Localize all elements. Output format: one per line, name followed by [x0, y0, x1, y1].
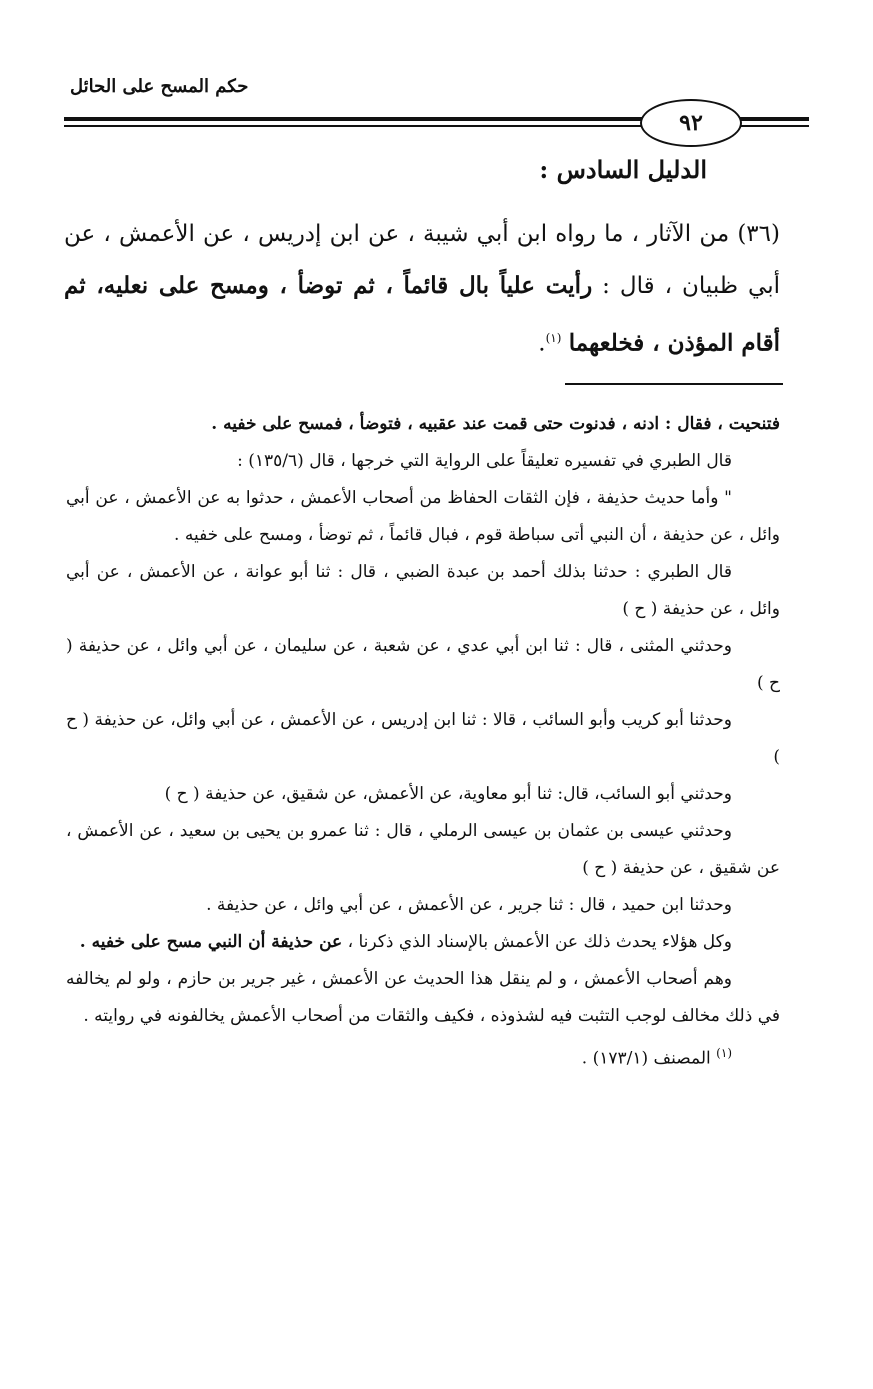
main-end: . — [538, 330, 546, 357]
note-chain-6: وحدثنا ابن حميد ، قال : ثنا جرير ، عن الأعمش ، عن أبي وائل ، عن حذيفة . — [206, 895, 732, 915]
note-chain-1: قال الطبري : حدثنا بذلك أحمد بن عبدة الضبي ، قال : ثنا أبو عوانة ، عن الأعمش ، عن أبي وائل ، عن حذيفة ( ح ) — [66, 562, 780, 619]
section-heading: الدليل السادس : — [539, 155, 707, 184]
page-number: ٩٢ — [640, 99, 742, 147]
footnote-1 — [66, 1035, 780, 1078]
footnote-reference: (١) — [545, 331, 562, 345]
main-quote: رأيت علياً بال قائماً ، ثم توضأ ، ومسح على نعليه، ثم أقام المؤذن ، فخلعهما — [64, 272, 780, 357]
note-continuation: فتنحيت ، فقال : ادنه ، فدنوت حتى قمت عند عقبيه ، فتوضأ ، فمسح على خفيه . — [211, 414, 780, 434]
note-chain-5: وحدثني عيسى بن عثمان بن عيسى الرملي ، قال : ثنا عمرو بن يحيى بن سعيد ، عن الأعمش ، عن شقيق ، عن حذيفة ( ح ) — [66, 821, 780, 878]
note-summary-text: وكل هؤلاء يحدث ذلك عن الأعمش بالإسناد الذي ذكرنا ، — [342, 932, 732, 952]
note-tabari-intro: قال الطبري في تفسيره تعليقاً على الرواية التي خرجها ، قال (١٣٥/٦) : — [237, 451, 732, 471]
notes-block — [66, 406, 780, 1078]
note-chain-4: وحدثني أبو السائب، قال: ثنا أبو معاوية، عن الأعمش، عن شقيق، عن حذيفة ( ح ) — [164, 784, 732, 804]
note-summary — [66, 924, 780, 961]
note-chain-2: وحدثني المثنى ، قال : ثنا ابن أبي عدي ، عن شعبة ، عن سليمان ، عن أبي وائل ، عن حذيفة ( ح ) — [66, 636, 780, 693]
footnote-mark: (١) — [716, 1046, 732, 1060]
running-header-title: حكم المسح على الحائل — [70, 76, 249, 97]
note-conclusion: وهم أصحاب الأعمش ، و لم ينقل هذا الحديث عن الأعمش ، غير جرير بن حازم ، ولو لم يخالفه في ذلك مخالف لوجب التثبت فيه لشذوذه ، فكيف والثقات من أصحاب الأعمش يخالفونه في روايته . — [66, 969, 780, 1026]
note-chain-3: وحدثنا أبو كريب وأبو السائب ، قالا : ثنا ابن إدريس ، عن الأعمش ، عن أبي وائل، عن حذيفة ( ح ) — [66, 710, 780, 767]
main-text: (٣٦) من الآثار ، ما رواه ابن أبي شيبة ، عن ابن إدريس ، عن الأعمش ، عن أبي ظبيان ، قال : — [64, 221, 780, 299]
note-summary-bold: عن حذيفة أن النبي مسح على خفيه . — [79, 932, 343, 952]
note-quote-start: " وأما حديث حذيفة ، فإن الثقات الحفاظ من أصحاب الأعمش ، حدثوا به عن الأعمش ، عن أبي وائل ، عن حذيفة ، أن النبي أتى سباطة قوم ، فبال قائماً ، ثم توضأ ، ومسح على خفيه . — [66, 488, 780, 545]
main-paragraph — [64, 208, 780, 370]
footnote-text: المصنف (١٧٣/١) . — [581, 1048, 711, 1069]
footnote-separator — [565, 383, 783, 385]
